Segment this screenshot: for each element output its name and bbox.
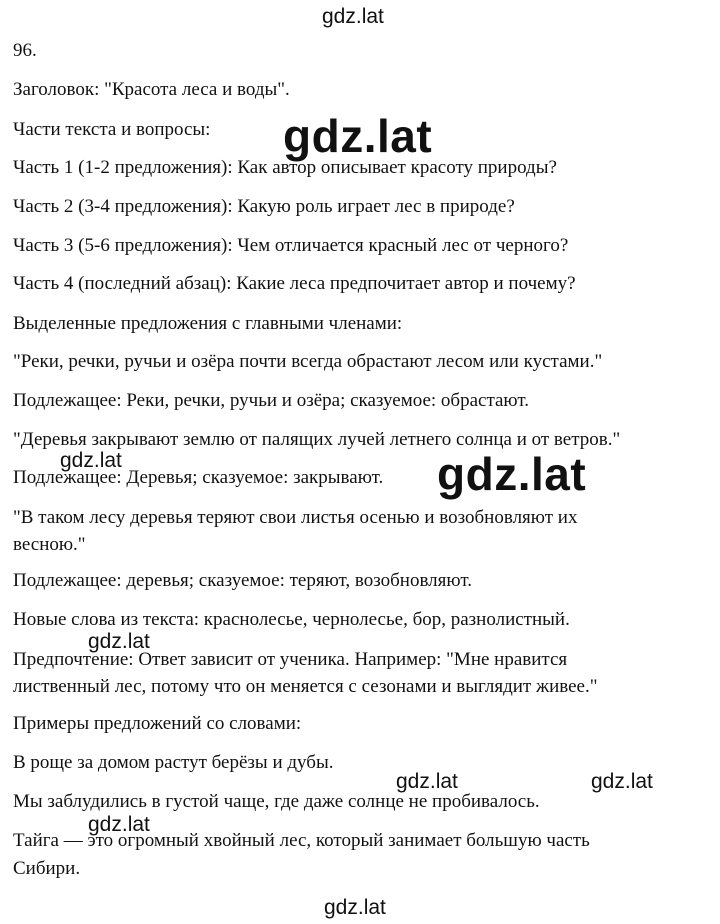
watermark-small-right-bottom: gdz.lat: [591, 770, 653, 793]
watermark-small-left-mid: gdz.lat: [60, 449, 122, 472]
examples-heading: Примеры предложений со словами:: [13, 713, 302, 734]
watermark-large-middle: gdz.lat: [437, 448, 587, 500]
watermark-large-upper: gdz.lat: [283, 110, 433, 162]
sentence-3-line-1: "В таком лесу деревья теряют свои листья осенью и возобновляют их: [13, 507, 578, 528]
exercise-number: 96.: [13, 40, 37, 61]
example-3-line-2: Сибири.: [13, 858, 81, 879]
preference-line-2: лиственный лес, потому что он меняется с сезонами и выглядит живее.": [13, 676, 598, 697]
watermark-bottom: gdz.lat: [324, 896, 386, 919]
example-3-line-1: Тайга — это огромный хвойный лес, который занимает большую часть: [13, 830, 590, 851]
watermark-top: gdz.lat: [322, 5, 384, 28]
parts-heading: Части текста и вопросы:: [13, 119, 211, 140]
new-words: Новые слова из текста: краснолесье, чернолесье, бор, разнолистный.: [13, 609, 570, 630]
watermark-small-left-bottom: gdz.lat: [88, 813, 150, 836]
watermark-small-center-bottom: gdz.lat: [396, 770, 458, 793]
part-4-question: Часть 4 (последний абзац): Какие леса предпочитает автор и почему?: [13, 273, 576, 294]
part-1-question: Часть 1 (1-2 предложения): Как автор описывает красоту природы?: [13, 157, 557, 178]
example-2: Мы заблудились в густой чаще, где даже солнце не пробивалось.: [13, 791, 540, 812]
example-1: В роще за домом растут берёзы и дубы.: [13, 752, 334, 773]
part-3-question: Часть 3 (5-6 предложения): Чем отличается красный лес от черного?: [13, 235, 569, 256]
title-line: Заголовок: "Красота леса и воды".: [13, 79, 290, 100]
watermark-small-left-lower: gdz.lat: [88, 630, 150, 653]
selected-sentences-heading: Выделенные предложения с главными членами:: [13, 313, 403, 334]
analysis-2: Подлежащее: Деревья; сказуемое: закрывают.: [13, 467, 384, 488]
preference-line-1: Предпочтение: Ответ зависит от ученика. Например: "Мне нравится: [13, 649, 568, 670]
part-2-question: Часть 2 (3-4 предложения): Какую роль играет лес в природе?: [13, 196, 515, 217]
sentence-3-line-2: весною.": [13, 534, 86, 555]
analysis-1: Подлежащее: Реки, речки, ручьи и озёра; сказуемое: обрастают.: [13, 390, 529, 411]
analysis-3: Подлежащее: деревья; сказуемое: теряют, возобновляют.: [13, 570, 472, 591]
sentence-2: "Деревья закрывают землю от палящих лучей летнего солнца и от ветров.": [13, 429, 621, 450]
sentence-1: "Реки, речки, ручьи и озёра почти всегда обрастают лесом или кустами.": [13, 351, 603, 372]
